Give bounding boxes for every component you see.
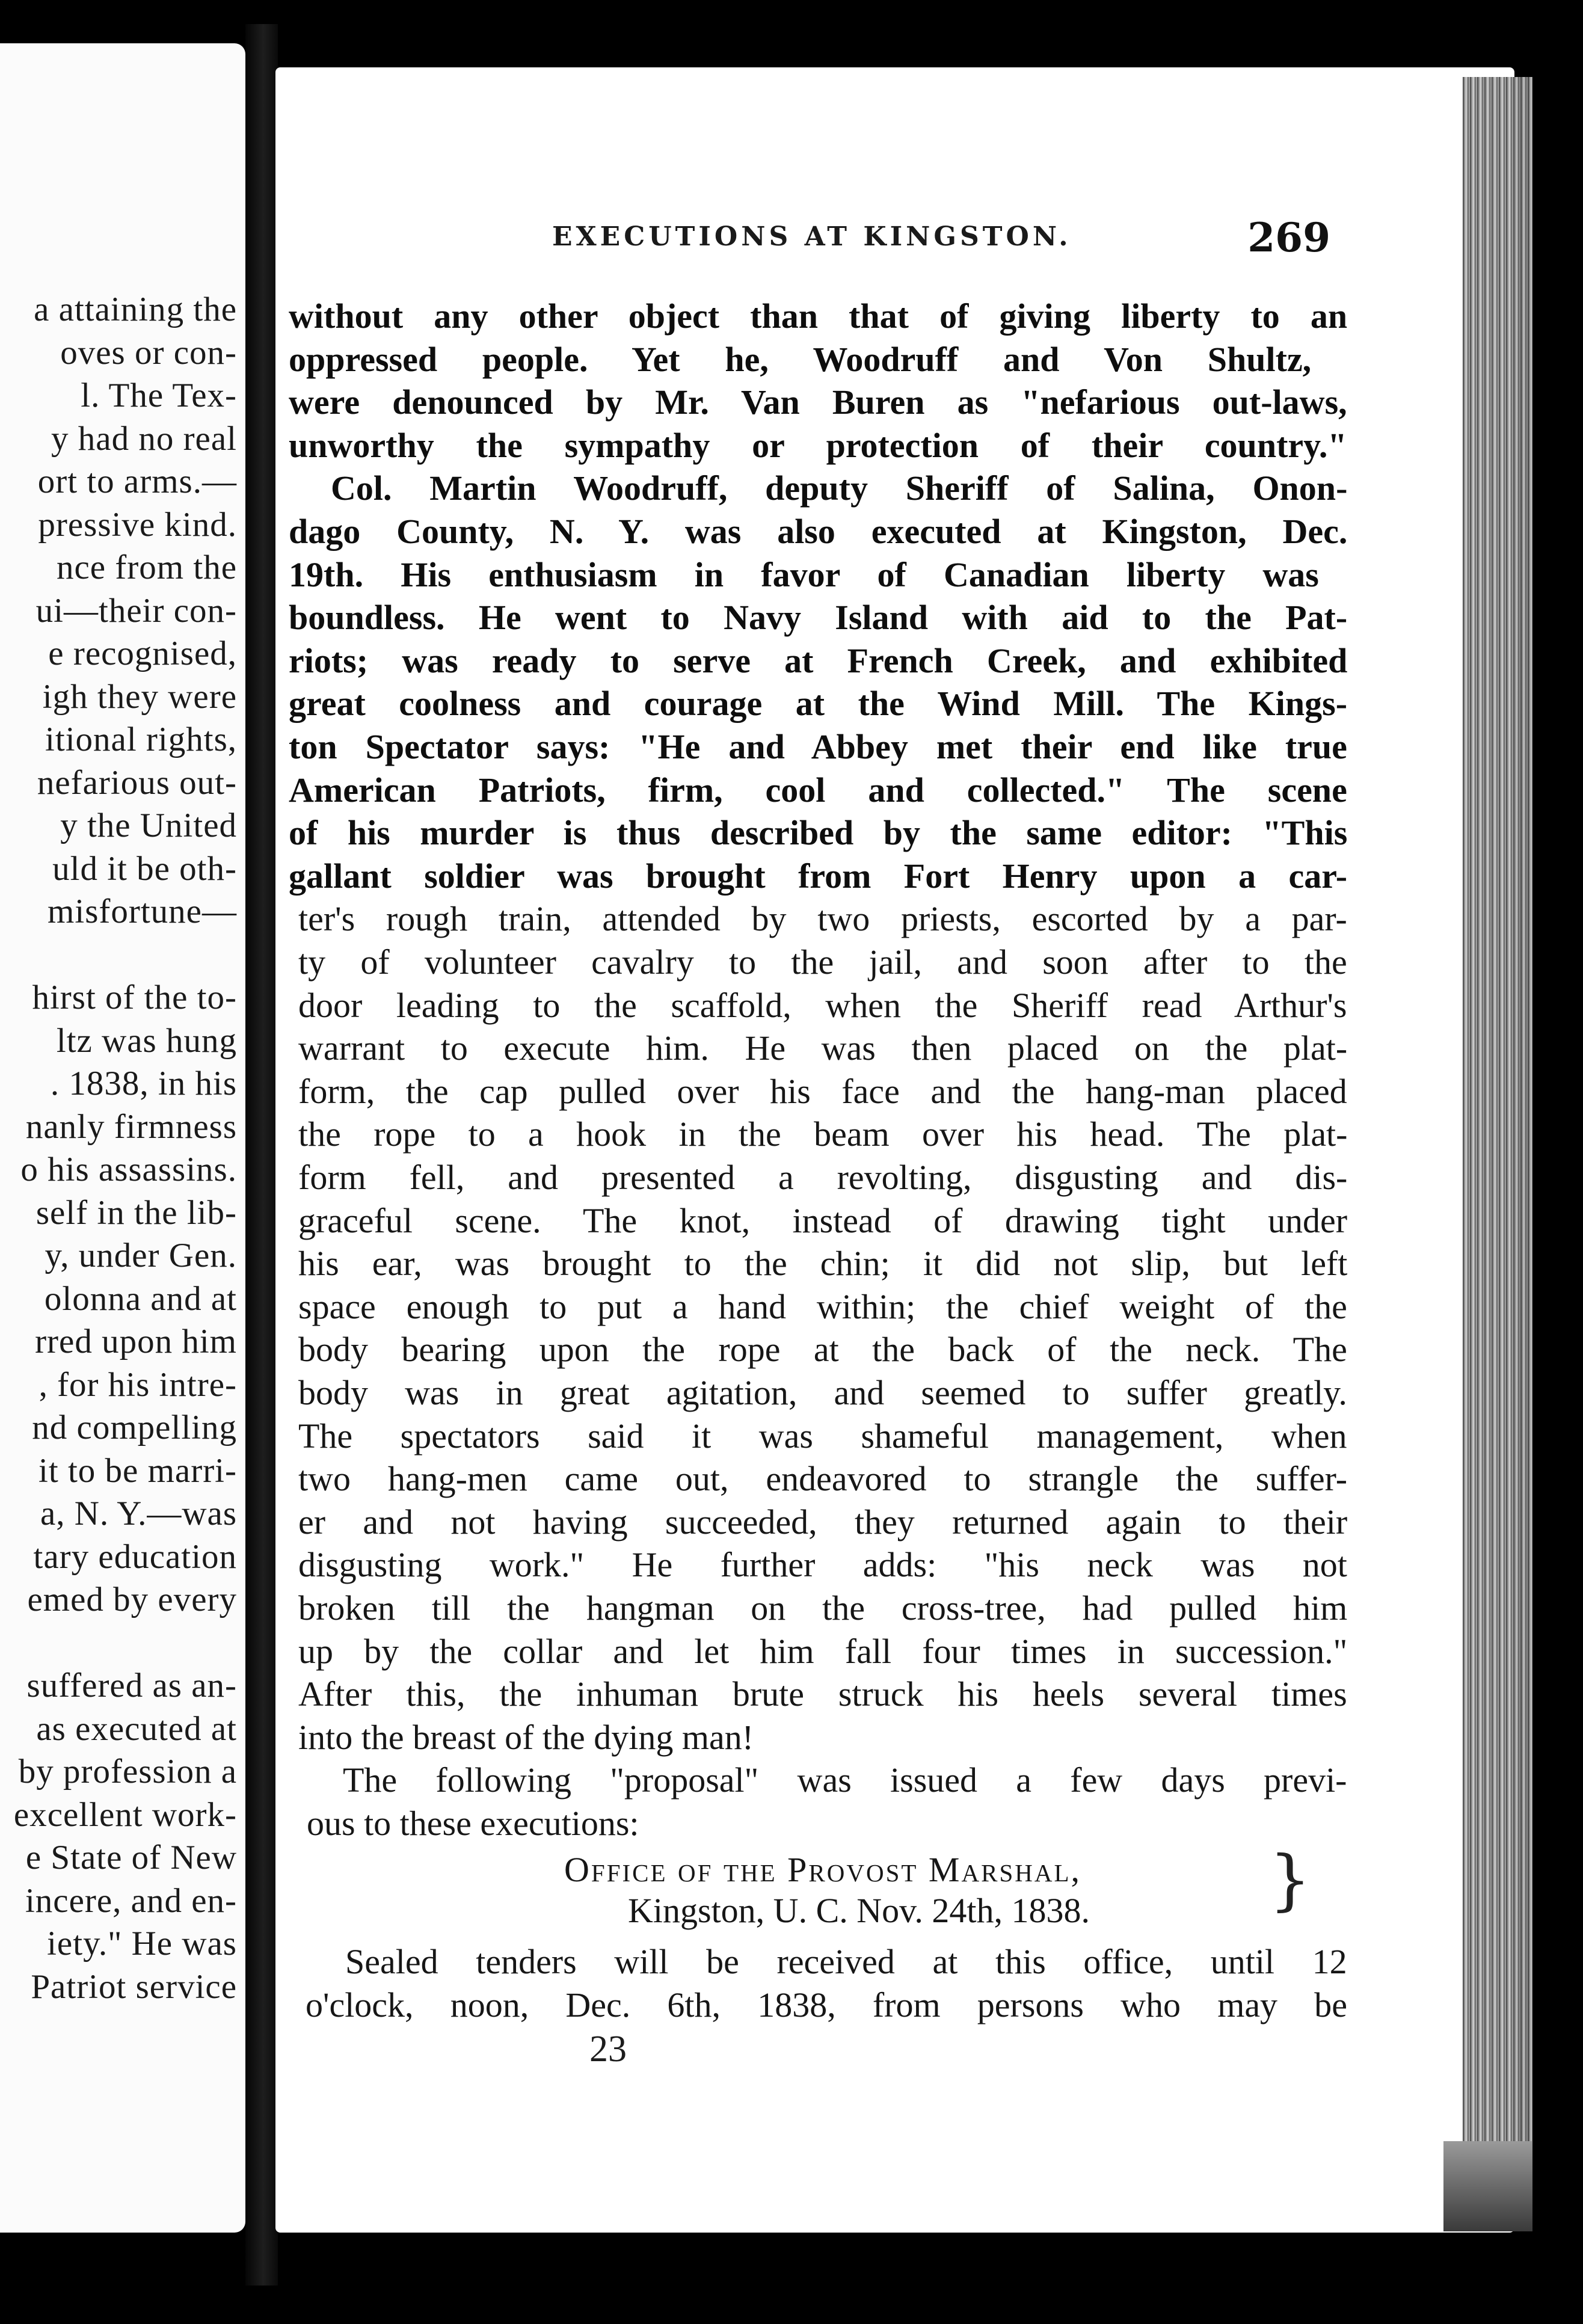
left-page-line: self in the lib- [35,1193,237,1232]
left-page-line: by profession a [18,1753,237,1791]
tender-line: o'clock, noon, Dec. 6th, 1838, from persons who may be [306,1985,1347,2024]
left-page-line: ort to arms.— [37,463,237,500]
body-line: Col. Martin Woodruff, deputy Sheriff of Salina, Onon- [331,469,1348,508]
tender-line: Sealed tenders will be received at this office, until 12 [345,1942,1347,1981]
body-line: unworthy the sympathy or protection of their country." [289,425,1347,465]
signature-mark: 23 [589,2029,627,2070]
left-page-line: excellent work- [13,1795,237,1834]
left-page-line: nd compelling [32,1409,237,1446]
left-page-line: e State of New [25,1839,237,1877]
left-page-line: hirst of the to- [32,979,237,1016]
left-page-line: olonna and at [44,1279,237,1318]
left-page-line: itional rights, [45,721,237,758]
body-line: of his murder is thus described by the same editor: "This [289,813,1348,853]
running-title: EXECUTIONS AT KINGSTON. [552,221,1072,252]
body-line: up by the collar and let him fall four times in succession." [298,1631,1348,1671]
body-line: dago County, N. Y. was also executed at Kingston, Dec. [289,512,1348,551]
left-page-line: o his assassins. [20,1151,237,1188]
body-line: door leading to the scaffold, when the Sheriff read Arthur's [298,985,1347,1025]
left-page-line: incere, and en- [25,1881,237,1920]
left-page-line: pressive kind. [38,505,237,544]
body-line: body bearing upon the rope at the back of the neck. The [298,1330,1347,1370]
left-page-line: emed by every [27,1581,237,1618]
left-page-line: a attaining the [34,290,237,328]
body-line: the rope to a hook in the beam over his head. The plat- [298,1114,1348,1154]
left-page-line: nce from the [56,549,237,586]
left-page-line: nefarious out- [37,763,237,802]
left-page-line: , for his intre- [38,1365,237,1404]
body-line: The following "proposal" was issued a few days previ- [343,1760,1347,1800]
body-line: boundless. He went to Navy Island with aid to the Pat- [289,598,1348,638]
notice-place-date: Kingston, U. C. Nov. 24th, 1838. [628,1891,1090,1930]
left-page-line: a, N. Y.—was [40,1495,237,1532]
book-gutter [245,24,278,2286]
body-line: his ear, was brought to the chin; it did not slip, but left [298,1244,1348,1283]
left-page-line: y, under Gen. [45,1237,237,1274]
left-page-line: y the United [60,807,237,844]
body-line: form fell, and presented a revolting, disgusting and dis- [298,1158,1348,1197]
left-page-line: e recognised, [48,635,237,672]
left-page-line: tary education [33,1537,237,1576]
body-line: two hang-men came out, endeavored to strangle the suffer- [298,1459,1348,1499]
body-line: ter's rough train, attended by two priests, escorted by a par- [298,899,1347,939]
body-line: 19th. His enthusiasm in favor of Canadian liberty was [289,555,1319,594]
body-line: gallant soldier was brought from Fort Henry upon a car- [289,856,1348,896]
body-line: warrant to execute him. He was then placed on the plat- [298,1028,1348,1068]
left-page [0,43,245,2233]
body-line: riots; was ready to serve at French Creek, and exhibited [289,641,1348,680]
body-line: American Patriots, firm, cool and collected." The scene [289,770,1347,810]
left-page-line: ui—their con- [35,591,237,630]
left-page-line: . 1838, in his [50,1065,237,1102]
body-line: graceful scene. The knot, instead of drawing tight under [298,1200,1348,1240]
body-line: were denounced by Mr. Van Buren as "nefarious out-laws, [289,383,1347,422]
body-line: ty of volunteer cavalry to the jail, and soon after to the [298,942,1347,982]
left-page-line: oves or con- [60,333,237,372]
left-page-line: y had no real [51,419,237,458]
body-line: disgusting work." He further adds: "his neck was not [298,1545,1347,1585]
body-line: The spectators said it was shameful management, when [298,1416,1347,1456]
left-page-line: it to be marri- [38,1451,237,1490]
body-line: form, the cap pulled over his face and the hang-man placed [298,1071,1347,1111]
left-page-line: Patriot service [31,1967,237,2006]
left-page-line: nanly firmness [25,1107,237,1146]
body-line: broken till the hangman on the cross-tree, had pulled him [298,1588,1348,1628]
body-line: ton Spectator says: "He and Abbey met their end like true [289,727,1347,766]
left-page-line: suffered as an- [26,1667,237,1705]
left-page-line: ltz was hung [56,1021,237,1060]
page-edges [1463,77,1532,2218]
left-page-line: iety." He was [47,1925,237,1963]
left-page-line: igh they were [42,677,237,716]
page-edges-bottom [1443,2141,1532,2231]
body-line: great coolness and courage at the Wind Mill. The Kings- [289,684,1348,724]
body-line: into the breast of the dying man! [298,1717,754,1757]
notice-office: Office of the Provost Marshal, [564,1850,1082,1889]
body-line: without any other object than that of giving liberty to an [289,297,1348,336]
left-page-line: uld it be oth- [52,849,237,888]
body-line: er and not having succeeded, they returned again to their [298,1502,1348,1542]
body-line: After this, the inhuman brute struck his heels several times [298,1674,1347,1714]
left-page-line: l. The Tex- [81,377,237,414]
notice-brace: } [1269,1841,1311,1918]
left-page-line: misfortune— [48,893,237,930]
page-number: 269 [1247,214,1330,261]
left-page-line: rred upon him [35,1323,237,1360]
body-line: body was in great agitation, and seemed to suffer greatly. [298,1373,1347,1412]
body-line: space enough to put a hand within; the chief weight of the [298,1286,1347,1326]
body-line: oppressed people. Yet he, Woodruff and Von Shultz, [289,339,1312,379]
left-page-line: as executed at [36,1709,237,1748]
body-line: ous to these executions: [307,1804,639,1843]
